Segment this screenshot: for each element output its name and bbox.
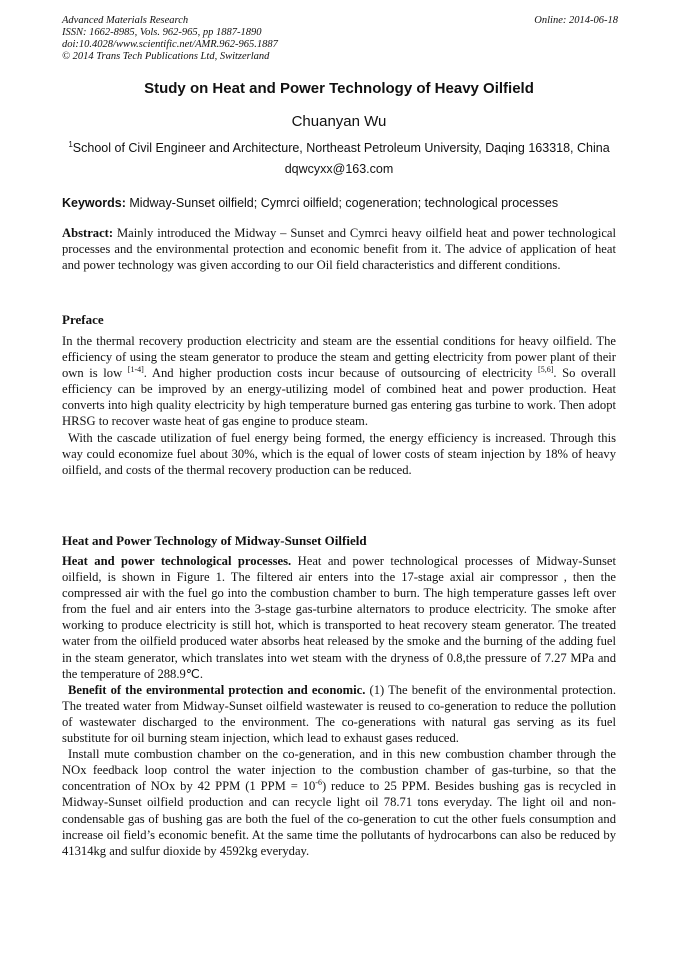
abstract-label: Abstract: bbox=[62, 226, 114, 240]
author-name: Chuanyan Wu bbox=[291, 113, 387, 130]
preface-paragraph-1 bbox=[62, 333, 616, 430]
online-date: Online: 2014-06-18 bbox=[534, 15, 618, 26]
paragraph-1-lead: Heat and power technological processes. bbox=[62, 554, 292, 568]
paragraph-1-text: Heat and power technological processes of Midway-Sunset oilfield, is shown in Figure 1. The filtered air enters into the 17-stage axial air compressor , then the compressed air with the fuel go into the combustion chamber to burn. The high temperature gasses left over from the fuel and air enters into the 3-stage gas-turbine alternators to produce electricity. The smoke after working to produce electricity is still hot, which is transported to heat recovery steam generator. The treated water from the oilfield produced water absorbs heat released by the smoke and the burning of the adding fuel in the steam generator, which translates into wet steam with the dryness of 0.8,the pressure of 7.27 MPa and the temperature of 288.9℃. bbox=[62, 554, 616, 681]
abstract-text: Mainly introduced the Midway – Sunset and Cymrci heavy oilfield heat and power technological processes and the environmental protection and economic benefit from it. The advice of application of heat and power technology was given according to our Oil field characteristics and different conditions. bbox=[62, 226, 616, 273]
keywords-label: Keywords: bbox=[62, 196, 126, 210]
copyright-line: © 2014 Trans Tech Publications Ltd, Switzerland bbox=[62, 51, 270, 62]
keywords-text: Midway-Sunset oilfield; Cymrci oilfield; cogeneration; technological processes bbox=[129, 196, 559, 210]
abstract bbox=[62, 225, 616, 273]
section-midway-sunset-body bbox=[62, 553, 616, 859]
preface-paragraph-2: With the cascade utilization of fuel energy being formed, the energy efficiency is increased. Through this way could economize fuel about 30%, which is the equal of lower costs of steam injection by 18% of heavy oilfield, and costs of the thermal recovery production can be reduced. bbox=[62, 430, 616, 477]
doi-line: doi:10.4028/www.scientific.net/AMR.962-965.1887 bbox=[62, 39, 278, 50]
section-heading-midway-sunset: Heat and Power Technology of Midway-Sunset Oilfield bbox=[62, 533, 367, 548]
journal-header bbox=[62, 15, 618, 63]
keywords bbox=[62, 196, 618, 210]
affiliation bbox=[62, 140, 616, 155]
section-paragraph-1 bbox=[62, 553, 616, 682]
paragraph-3-text-b: ) reduce to 25 PPM. Besides bushing gas is recycled in Midway-Sunset oilfield production and can recycle light oil 78.71 tons everyday. The light oil and non-condensable gas of bushing gas are both the fuel of the co-generation to cut the other fuels consumption and increase oil field’s economic benefit. At the same time the pollutants of hydrocarbons can also be reduced by 41314kg and sulfur dioxide by 4592kg everyday. bbox=[62, 779, 616, 858]
preface-heading: Preface bbox=[62, 312, 104, 327]
preface-text-a: In the thermal recovery production electricity and steam are the essential conditions for heavy oilfield. The efficiency of using the steam generator to produce the steam and getting electricity from power plant of their own is low bbox=[62, 334, 616, 381]
preface-text-b: . And higher production costs incur because of outsourcing of electricity bbox=[143, 366, 539, 381]
paragraph-3-text-a: Install mute combustion chamber on the co-generation, and in this new combustion chamber through the NOx feedback loop control the water injection to the combustion chamber of gas-turbine, so that the concentration of NOx by 42 PPM (1 PPM = 10 bbox=[62, 747, 616, 794]
preface-text-c: . So overall efficiency can be improved by an energy-utilizing model of combined heat and power production. Heat converts into high quality electricity by high temperature burned gas entering gas turbine to work. Then adopt HRSG to recover waste heat of gas engine to produce steam. bbox=[62, 366, 616, 429]
paragraph-2-text: (1) The benefit of the environmental protection. The treated water from Midway-Sunset oilfield wastewater is reused to co-generation to reduce the pollution of wastewater discharged to the environment. The co-generations with natural gas serving as its fuel substitute for oil burning steam injection, which lead to exhaust gases reduced. bbox=[62, 682, 616, 746]
paragraph-2-lead: Benefit of the environmental protection and economic. bbox=[68, 682, 366, 697]
preface-body bbox=[62, 333, 616, 478]
affiliation-text: School of Civil Engineer and Architecture, Northeast Petroleum University, Daqing 163318, China bbox=[72, 141, 610, 155]
journal-name: Advanced Materials Research bbox=[62, 15, 189, 26]
paper-title: Study on Heat and Power Technology of Heavy Oilfield bbox=[144, 80, 534, 97]
issn-line: ISSN: 1662-8985, Vols. 962-965, pp 1887-1890 bbox=[62, 27, 262, 38]
author-email[interactable]: dqwcyxx@163.com bbox=[284, 162, 394, 176]
section-paragraph-2 bbox=[62, 682, 616, 746]
citation-5-6[interactable]: [5,6] bbox=[538, 365, 554, 375]
exponent: -6 bbox=[315, 778, 322, 788]
section-paragraph-3 bbox=[62, 746, 616, 859]
citation-1-4[interactable]: [1-4] bbox=[127, 365, 144, 375]
affiliation-mark: 1 bbox=[68, 140, 73, 149]
